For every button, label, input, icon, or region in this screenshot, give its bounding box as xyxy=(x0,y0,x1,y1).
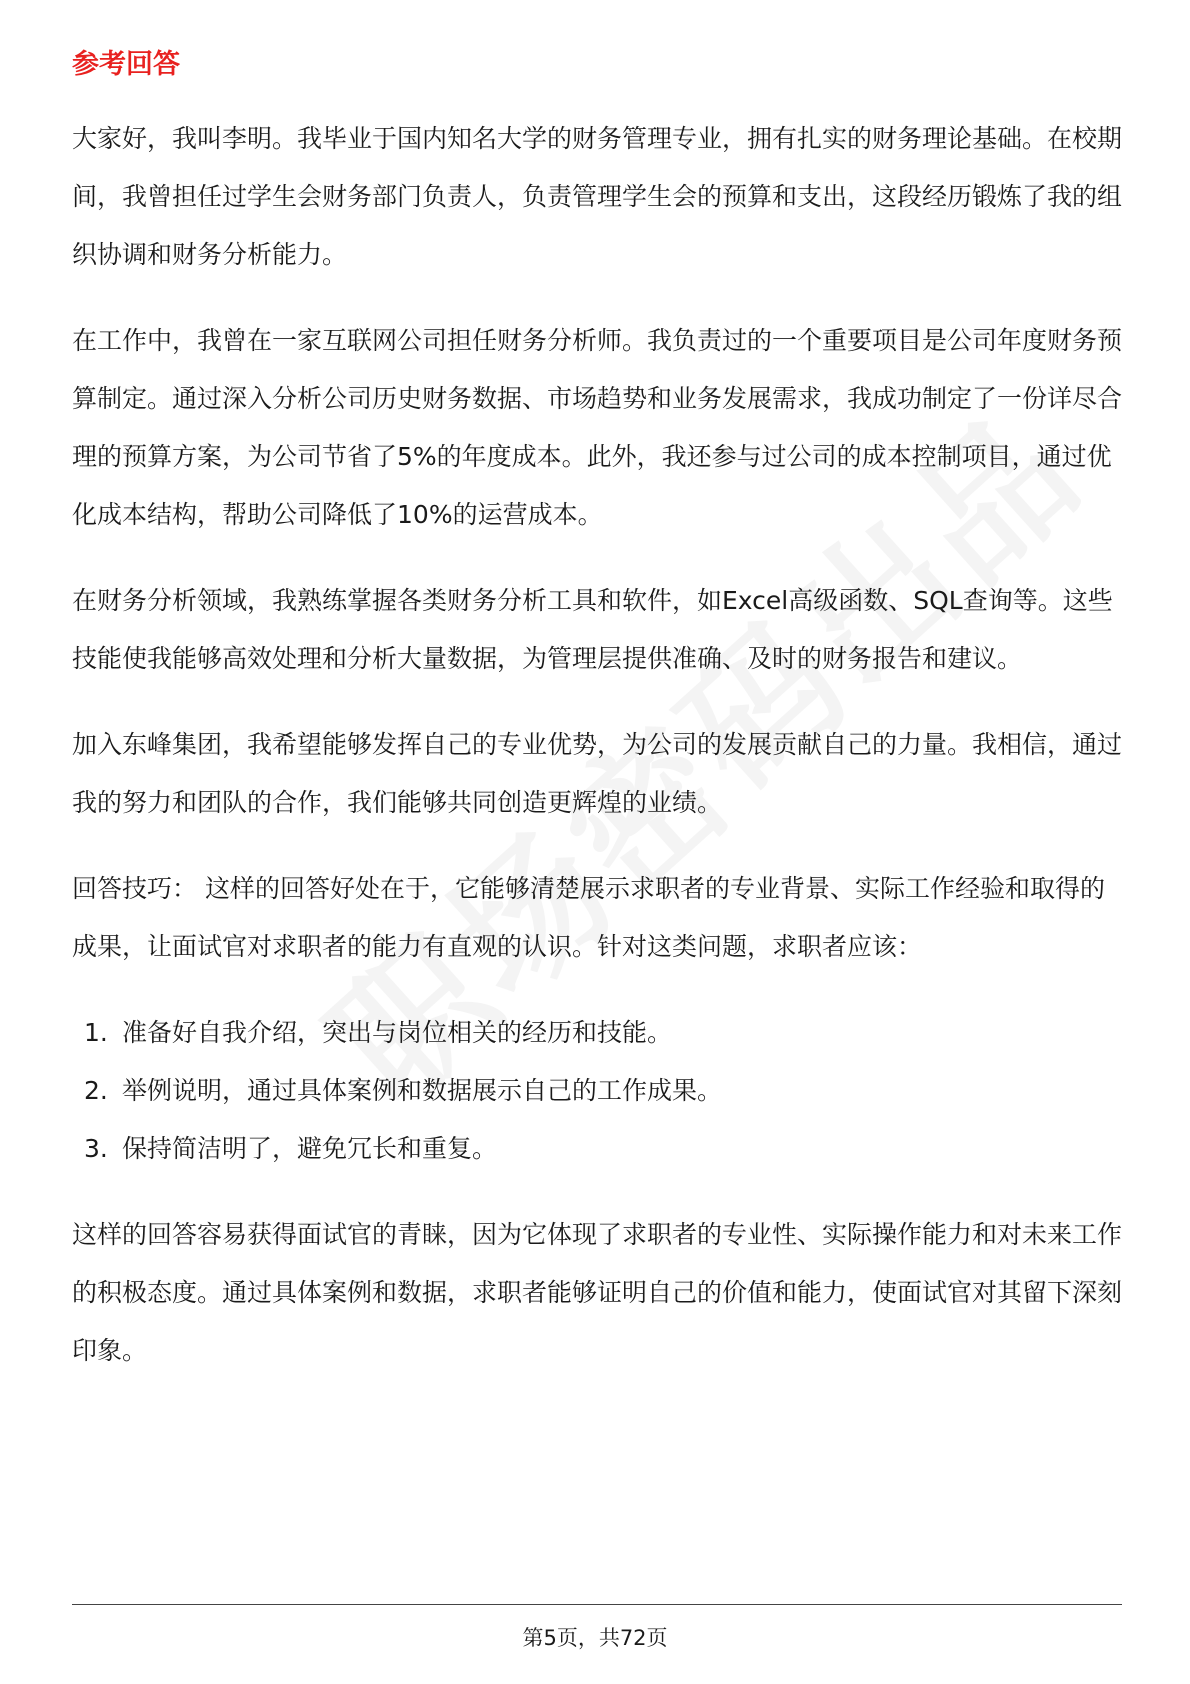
paragraph-work: 在工作中，我曾在一家互联网公司担任财务分析师。我负责过的一个重要项目是公司年度财务预算制定。通过深入分析公司历史财务数据、市场趋势和业务发展需求，我成功制定了一份详尽合理的预算方案，为公司节省了5%的年度成本。此外，我还参与过公司的成本控制项目，通过优化成本结构，帮助公司降低了10%的运营成本。 xyxy=(72,325,1123,529)
list-item-number: 1. xyxy=(84,1017,108,1047)
tips-list xyxy=(72,1004,1122,1178)
list-item xyxy=(72,1004,1122,1062)
list-item xyxy=(72,1062,1122,1120)
page-number: 第5页，共72页 xyxy=(522,1626,668,1650)
footer-divider xyxy=(72,1604,1122,1605)
paragraph-tips-intro: 回答技巧： 这样的回答好处在于，它能够清楚展示求职者的专业背景、实际工作经验和取得的成果，让面试官对求职者的能力有直观的认识。针对这类问题，求职者应该： xyxy=(72,873,1105,961)
paragraph-skills: 在财务分析领域，我熟练掌握各类财务分析工具和软件，如Excel高级函数、SQL查询等。这些技能使我能够高效处理和分析大量数据，为管理层提供准确、及时的财务报告和建议。 xyxy=(72,585,1113,673)
list-item xyxy=(72,1120,1122,1178)
paragraph-closing: 这样的回答容易获得面试官的青睐，因为它体现了求职者的专业性、实际操作能力和对未来工作的积极态度。通过具体案例和数据，求职者能够证明自己的价值和能力，使面试官对其留下深刻印象。 xyxy=(72,1219,1123,1365)
paragraph-goal: 加入东峰集团，我希望能够发挥自己的专业优势，为公司的发展贡献自己的力量。我相信，通过我的努力和团队的合作，我们能够共同创造更辉煌的业绩。 xyxy=(72,729,1123,817)
list-item-number: 3. xyxy=(84,1133,108,1163)
page-content xyxy=(72,46,1122,1408)
list-item-text: 准备好自我介绍，突出与岗位相关的经历和技能。 xyxy=(122,1017,673,1047)
section-title: 参考回答 xyxy=(72,49,180,80)
paragraph-intro: 大家好，我叫李明。我毕业于国内知名大学的财务管理专业，拥有扎实的财务理论基础。在校期间，我曾担任过学生会财务部门负责人，负责管理学生会的预算和支出，这段经历锻炼了我的组织协调和财务分析能力。 xyxy=(72,123,1123,269)
list-item-text: 举例说明，通过具体案例和数据展示自己的工作成果。 xyxy=(122,1075,723,1105)
list-item-number: 2. xyxy=(84,1075,108,1105)
list-item-text: 保持简洁明了，避免冗长和重复。 xyxy=(122,1133,498,1163)
